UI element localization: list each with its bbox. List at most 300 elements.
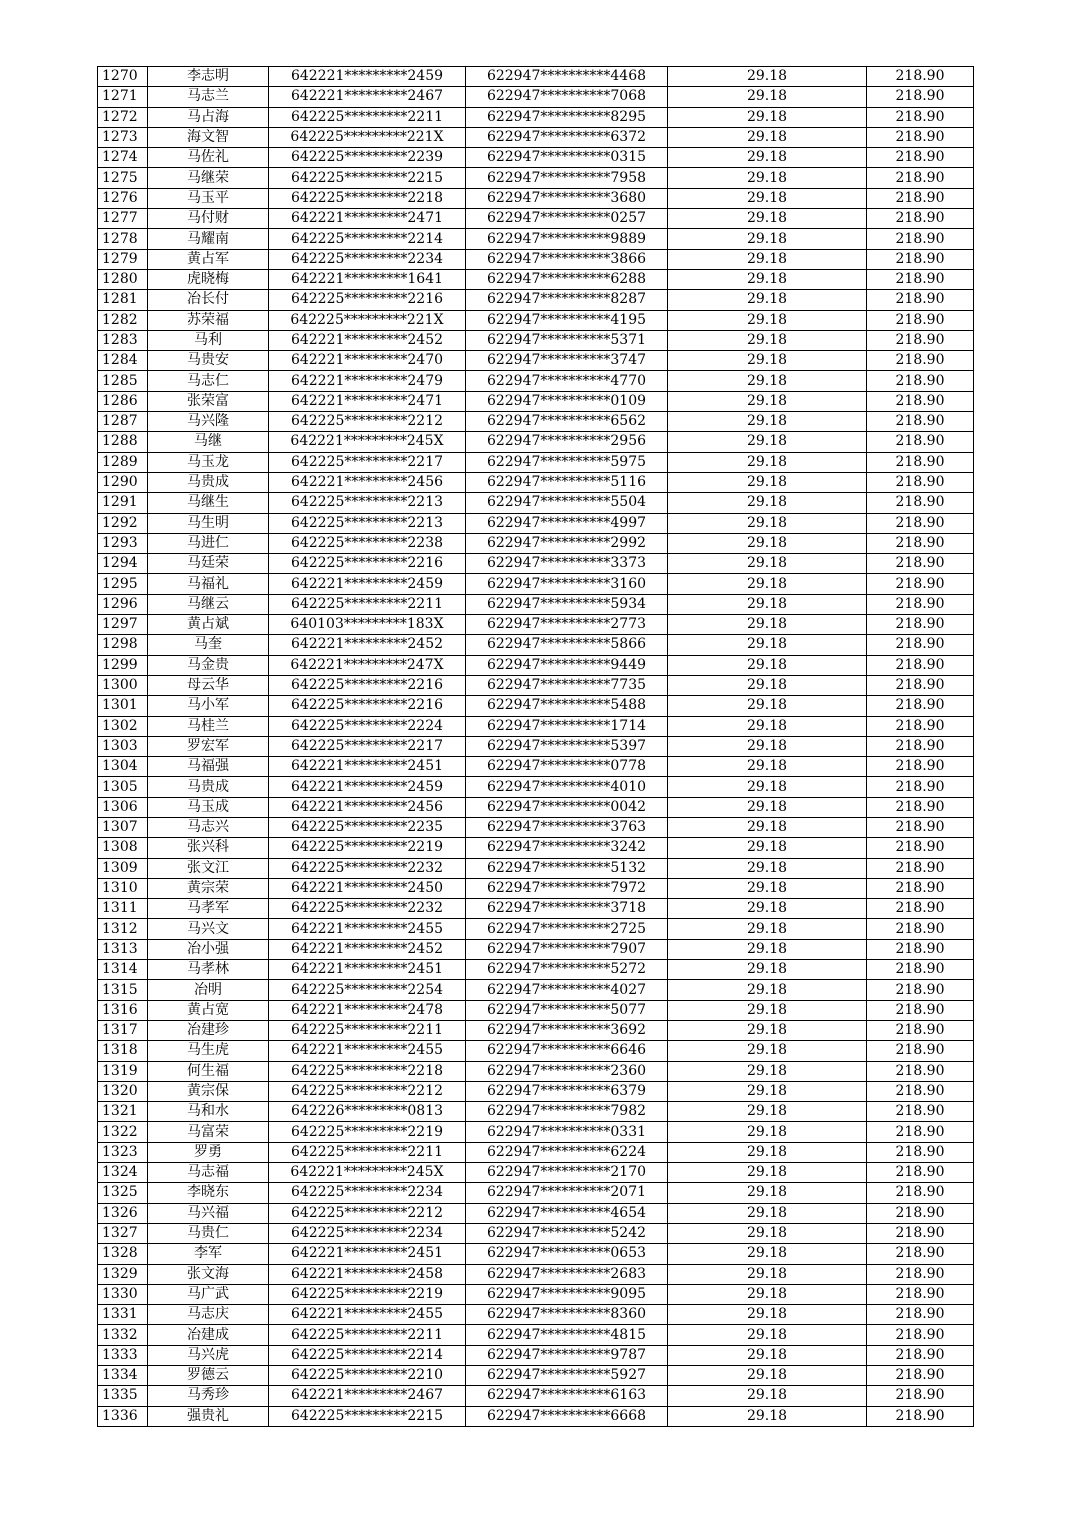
value-cell: 29.18 — [668, 1223, 867, 1243]
row-number-cell: 1293 — [98, 533, 148, 553]
row-number-cell: 1330 — [98, 1284, 148, 1304]
table-row — [98, 797, 974, 817]
value-cell: 29.18 — [668, 757, 867, 777]
account-number-cell: 622947**********4654 — [466, 1203, 668, 1223]
row-number-cell: 1332 — [98, 1325, 148, 1345]
name-cell: 虎晓梅 — [148, 269, 269, 289]
row-number-cell: 1272 — [98, 107, 148, 127]
value-cell: 29.18 — [668, 1284, 867, 1304]
amount-cell: 218.90 — [867, 980, 974, 1000]
table-row — [98, 1264, 974, 1284]
amount-cell: 218.90 — [867, 574, 974, 594]
value-cell: 29.18 — [668, 1183, 867, 1203]
id-number-cell: 642225*********2211 — [269, 1020, 466, 1040]
value-cell: 29.18 — [668, 1264, 867, 1284]
id-number-cell: 642225*********2214 — [269, 1345, 466, 1365]
account-number-cell: 622947**********4027 — [466, 980, 668, 1000]
table-row — [98, 229, 974, 249]
account-number-cell: 622947**********7982 — [466, 1102, 668, 1122]
id-number-cell: 642225*********2215 — [269, 1406, 466, 1426]
id-number-cell: 642225*********2211 — [269, 1325, 466, 1345]
row-number-cell: 1311 — [98, 899, 148, 919]
value-cell: 29.18 — [668, 655, 867, 675]
amount-cell: 218.90 — [867, 1142, 974, 1162]
amount-cell: 218.90 — [867, 1163, 974, 1183]
name-cell: 冶建珍 — [148, 1020, 269, 1040]
amount-cell: 218.90 — [867, 310, 974, 330]
name-cell: 马富荣 — [148, 1122, 269, 1142]
name-cell: 马和水 — [148, 1102, 269, 1122]
table-row — [98, 919, 974, 939]
name-cell: 张兴科 — [148, 838, 269, 858]
name-cell: 马生明 — [148, 513, 269, 533]
account-number-cell: 622947**********9449 — [466, 655, 668, 675]
id-number-cell: 640103*********183X — [269, 615, 466, 635]
name-cell: 马贵成 — [148, 472, 269, 492]
amount-cell: 218.90 — [867, 391, 974, 411]
table-row — [98, 1406, 974, 1426]
amount-cell: 218.90 — [867, 1366, 974, 1386]
amount-cell: 218.90 — [867, 1386, 974, 1406]
name-cell: 马占海 — [148, 107, 269, 127]
value-cell: 29.18 — [668, 1122, 867, 1142]
name-cell: 马玉成 — [148, 797, 269, 817]
account-number-cell: 622947**********3692 — [466, 1020, 668, 1040]
value-cell: 29.18 — [668, 1000, 867, 1020]
amount-cell: 218.90 — [867, 838, 974, 858]
table-body — [98, 67, 974, 1427]
id-number-cell: 642225*********2234 — [269, 1183, 466, 1203]
id-number-cell: 642225*********221X — [269, 127, 466, 147]
name-cell: 马兴文 — [148, 919, 269, 939]
value-cell: 29.18 — [668, 351, 867, 371]
value-cell: 29.18 — [668, 777, 867, 797]
id-number-cell: 642225*********2213 — [269, 513, 466, 533]
account-number-cell: 622947**********0331 — [466, 1122, 668, 1142]
value-cell: 29.18 — [668, 493, 867, 513]
account-number-cell: 622947**********4010 — [466, 777, 668, 797]
row-number-cell: 1275 — [98, 168, 148, 188]
name-cell: 马兴虎 — [148, 1345, 269, 1365]
amount-cell: 218.90 — [867, 696, 974, 716]
row-number-cell: 1308 — [98, 838, 148, 858]
value-cell: 29.18 — [668, 432, 867, 452]
row-number-cell: 1303 — [98, 736, 148, 756]
row-number-cell: 1295 — [98, 574, 148, 594]
value-cell: 29.18 — [668, 1041, 867, 1061]
amount-cell: 218.90 — [867, 1406, 974, 1426]
row-number-cell: 1288 — [98, 432, 148, 452]
table-row — [98, 1163, 974, 1183]
table-row — [98, 615, 974, 635]
id-number-cell: 642225*********221X — [269, 310, 466, 330]
name-cell: 李军 — [148, 1244, 269, 1264]
name-cell: 冶明 — [148, 980, 269, 1000]
table-row — [98, 209, 974, 229]
value-cell: 29.18 — [668, 87, 867, 107]
row-number-cell: 1312 — [98, 919, 148, 939]
row-number-cell: 1316 — [98, 1000, 148, 1020]
row-number-cell: 1289 — [98, 452, 148, 472]
account-number-cell: 622947**********2071 — [466, 1183, 668, 1203]
row-number-cell: 1276 — [98, 188, 148, 208]
amount-cell: 218.90 — [867, 858, 974, 878]
table-row — [98, 188, 974, 208]
account-number-cell: 622947**********5116 — [466, 472, 668, 492]
account-number-cell: 622947**********5927 — [466, 1366, 668, 1386]
table-row — [98, 838, 974, 858]
amount-cell: 218.90 — [867, 1081, 974, 1101]
value-cell: 29.18 — [668, 960, 867, 980]
name-cell: 马福强 — [148, 757, 269, 777]
value-cell: 29.18 — [668, 168, 867, 188]
amount-cell: 218.90 — [867, 899, 974, 919]
account-number-cell: 622947**********2956 — [466, 432, 668, 452]
amount-cell: 218.90 — [867, 1223, 974, 1243]
name-cell: 黄宗荣 — [148, 878, 269, 898]
amount-cell: 218.90 — [867, 67, 974, 87]
row-number-cell: 1277 — [98, 209, 148, 229]
row-number-cell: 1270 — [98, 67, 148, 87]
row-number-cell: 1309 — [98, 858, 148, 878]
amount-cell: 218.90 — [867, 412, 974, 432]
name-cell: 马付财 — [148, 209, 269, 229]
name-cell: 马志庆 — [148, 1305, 269, 1325]
name-cell: 张文海 — [148, 1264, 269, 1284]
value-cell: 29.18 — [668, 249, 867, 269]
name-cell: 马兴福 — [148, 1203, 269, 1223]
amount-cell: 218.90 — [867, 655, 974, 675]
amount-cell: 218.90 — [867, 209, 974, 229]
amount-cell: 218.90 — [867, 716, 974, 736]
table-row — [98, 1203, 974, 1223]
name-cell: 何生福 — [148, 1061, 269, 1081]
id-number-cell: 642225*********2219 — [269, 838, 466, 858]
row-number-cell: 1292 — [98, 513, 148, 533]
amount-cell: 218.90 — [867, 615, 974, 635]
table-row — [98, 310, 974, 330]
id-number-cell: 642221*********245X — [269, 1163, 466, 1183]
value-cell: 29.18 — [668, 939, 867, 959]
row-number-cell: 1287 — [98, 412, 148, 432]
name-cell: 马志兰 — [148, 87, 269, 107]
value-cell: 29.18 — [668, 1386, 867, 1406]
name-cell: 黄占斌 — [148, 615, 269, 635]
table-row — [98, 980, 974, 1000]
table-row — [98, 1223, 974, 1243]
name-cell: 冶建成 — [148, 1325, 269, 1345]
value-cell: 29.18 — [668, 716, 867, 736]
table-row — [98, 1081, 974, 1101]
amount-cell: 218.90 — [867, 168, 974, 188]
name-cell: 马兴隆 — [148, 412, 269, 432]
row-number-cell: 1304 — [98, 757, 148, 777]
id-number-cell: 642225*********2224 — [269, 716, 466, 736]
value-cell: 29.18 — [668, 290, 867, 310]
name-cell: 李志明 — [148, 67, 269, 87]
account-number-cell: 622947**********3160 — [466, 574, 668, 594]
value-cell: 29.18 — [668, 452, 867, 472]
row-number-cell: 1319 — [98, 1061, 148, 1081]
id-number-cell: 642221*********2479 — [269, 371, 466, 391]
table-row — [98, 290, 974, 310]
account-number-cell: 622947**********6372 — [466, 127, 668, 147]
table-row — [98, 1020, 974, 1040]
id-number-cell: 642225*********2211 — [269, 594, 466, 614]
value-cell: 29.18 — [668, 817, 867, 837]
value-cell: 29.18 — [668, 1345, 867, 1365]
table-row — [98, 513, 974, 533]
id-number-cell: 642225*********2235 — [269, 817, 466, 837]
account-number-cell: 622947**********9787 — [466, 1345, 668, 1365]
row-number-cell: 1321 — [98, 1102, 148, 1122]
row-number-cell: 1334 — [98, 1366, 148, 1386]
name-cell: 罗宏军 — [148, 736, 269, 756]
data-table — [97, 66, 974, 1427]
id-number-cell: 642225*********2219 — [269, 1122, 466, 1142]
account-number-cell: 622947**********5371 — [466, 330, 668, 350]
account-number-cell: 622947**********4468 — [466, 67, 668, 87]
row-number-cell: 1325 — [98, 1183, 148, 1203]
amount-cell: 218.90 — [867, 148, 974, 168]
id-number-cell: 642225*********2212 — [269, 1081, 466, 1101]
account-number-cell: 622947**********6668 — [466, 1406, 668, 1426]
value-cell: 29.18 — [668, 1325, 867, 1345]
table-row — [98, 554, 974, 574]
account-number-cell: 622947**********2992 — [466, 533, 668, 553]
table-row — [98, 736, 974, 756]
row-number-cell: 1324 — [98, 1163, 148, 1183]
account-number-cell: 622947**********3680 — [466, 188, 668, 208]
table-row — [98, 87, 974, 107]
amount-cell: 218.90 — [867, 1122, 974, 1142]
table-row — [98, 1325, 974, 1345]
amount-cell: 218.90 — [867, 432, 974, 452]
name-cell: 黄占宽 — [148, 1000, 269, 1020]
table-row — [98, 391, 974, 411]
value-cell: 29.18 — [668, 554, 867, 574]
name-cell: 马玉平 — [148, 188, 269, 208]
name-cell: 冶小强 — [148, 939, 269, 959]
amount-cell: 218.90 — [867, 757, 974, 777]
row-number-cell: 1314 — [98, 960, 148, 980]
row-number-cell: 1298 — [98, 635, 148, 655]
value-cell: 29.18 — [668, 899, 867, 919]
row-number-cell: 1327 — [98, 1223, 148, 1243]
account-number-cell: 622947**********0109 — [466, 391, 668, 411]
row-number-cell: 1306 — [98, 797, 148, 817]
name-cell: 马贵成 — [148, 777, 269, 797]
value-cell: 29.18 — [668, 1020, 867, 1040]
table-row — [98, 107, 974, 127]
amount-cell: 218.90 — [867, 371, 974, 391]
account-number-cell: 622947**********6288 — [466, 269, 668, 289]
table-row — [98, 1183, 974, 1203]
id-number-cell: 642221*********245X — [269, 432, 466, 452]
id-number-cell: 642221*********2452 — [269, 939, 466, 959]
table-row — [98, 899, 974, 919]
id-number-cell: 642225*********2211 — [269, 1142, 466, 1162]
id-number-cell: 642225*********2232 — [269, 899, 466, 919]
row-number-cell: 1282 — [98, 310, 148, 330]
account-number-cell: 622947**********3866 — [466, 249, 668, 269]
row-number-cell: 1296 — [98, 594, 148, 614]
table-row — [98, 249, 974, 269]
name-cell: 马玉龙 — [148, 452, 269, 472]
account-number-cell: 622947**********8295 — [466, 107, 668, 127]
id-number-cell: 642221*********2451 — [269, 757, 466, 777]
name-cell: 马孝军 — [148, 899, 269, 919]
table-row — [98, 1284, 974, 1304]
row-number-cell: 1280 — [98, 269, 148, 289]
table-row — [98, 1345, 974, 1365]
account-number-cell: 622947**********7958 — [466, 168, 668, 188]
row-number-cell: 1323 — [98, 1142, 148, 1162]
amount-cell: 218.90 — [867, 675, 974, 695]
id-number-cell: 642221*********247X — [269, 655, 466, 675]
amount-cell: 218.90 — [867, 777, 974, 797]
amount-cell: 218.90 — [867, 736, 974, 756]
name-cell: 马志仁 — [148, 371, 269, 391]
row-number-cell: 1284 — [98, 351, 148, 371]
amount-cell: 218.90 — [867, 1203, 974, 1223]
table-row — [98, 1305, 974, 1325]
id-number-cell: 642225*********2217 — [269, 452, 466, 472]
table-row — [98, 858, 974, 878]
account-number-cell: 622947**********6163 — [466, 1386, 668, 1406]
row-number-cell: 1278 — [98, 229, 148, 249]
amount-cell: 218.90 — [867, 960, 974, 980]
value-cell: 29.18 — [668, 371, 867, 391]
amount-cell: 218.90 — [867, 188, 974, 208]
row-number-cell: 1322 — [98, 1122, 148, 1142]
id-number-cell: 642225*********2234 — [269, 249, 466, 269]
amount-cell: 218.90 — [867, 1020, 974, 1040]
id-number-cell: 642225*********2216 — [269, 554, 466, 574]
id-number-cell: 642221*********2467 — [269, 87, 466, 107]
table-row — [98, 696, 974, 716]
table-row — [98, 452, 974, 472]
table-row — [98, 1142, 974, 1162]
id-number-cell: 642225*********2213 — [269, 493, 466, 513]
account-number-cell: 622947**********6224 — [466, 1142, 668, 1162]
account-number-cell: 622947**********8287 — [466, 290, 668, 310]
value-cell: 29.18 — [668, 594, 867, 614]
account-number-cell: 622947**********7907 — [466, 939, 668, 959]
account-number-cell: 622947**********3763 — [466, 817, 668, 837]
name-cell: 苏荣福 — [148, 310, 269, 330]
id-number-cell: 642221*********2470 — [269, 351, 466, 371]
value-cell: 29.18 — [668, 391, 867, 411]
amount-cell: 218.90 — [867, 919, 974, 939]
name-cell: 马秀珍 — [148, 1386, 269, 1406]
account-number-cell: 622947**********6379 — [466, 1081, 668, 1101]
table-row — [98, 675, 974, 695]
value-cell: 29.18 — [668, 919, 867, 939]
name-cell: 母云华 — [148, 675, 269, 695]
value-cell: 29.18 — [668, 574, 867, 594]
id-number-cell: 642221*********2478 — [269, 1000, 466, 1020]
value-cell: 29.18 — [668, 1366, 867, 1386]
name-cell: 马广武 — [148, 1284, 269, 1304]
account-number-cell: 622947**********5975 — [466, 452, 668, 472]
account-number-cell: 622947**********4195 — [466, 310, 668, 330]
account-number-cell: 622947**********6646 — [466, 1041, 668, 1061]
id-number-cell: 642221*********2455 — [269, 1041, 466, 1061]
table-row — [98, 168, 974, 188]
id-number-cell: 642221*********1641 — [269, 269, 466, 289]
account-number-cell: 622947**********0315 — [466, 148, 668, 168]
row-number-cell: 1290 — [98, 472, 148, 492]
amount-cell: 218.90 — [867, 817, 974, 837]
name-cell: 马继荣 — [148, 168, 269, 188]
id-number-cell: 642225*********2232 — [269, 858, 466, 878]
row-number-cell: 1307 — [98, 817, 148, 837]
account-number-cell: 622947**********3718 — [466, 899, 668, 919]
table-row — [98, 127, 974, 147]
name-cell: 马桂兰 — [148, 716, 269, 736]
value-cell: 29.18 — [668, 838, 867, 858]
id-number-cell: 642221*********2455 — [269, 919, 466, 939]
table-row — [98, 1102, 974, 1122]
id-number-cell: 642221*********2452 — [269, 330, 466, 350]
amount-cell: 218.90 — [867, 533, 974, 553]
amount-cell: 218.90 — [867, 1264, 974, 1284]
account-number-cell: 622947**********3373 — [466, 554, 668, 574]
table-row — [98, 1122, 974, 1142]
id-number-cell: 642225*********2216 — [269, 696, 466, 716]
value-cell: 29.18 — [668, 980, 867, 1000]
table-row — [98, 817, 974, 837]
value-cell: 29.18 — [668, 1142, 867, 1162]
account-number-cell: 622947**********2360 — [466, 1061, 668, 1081]
account-number-cell: 622947**********5934 — [466, 594, 668, 614]
id-number-cell: 642225*********2218 — [269, 188, 466, 208]
account-number-cell: 622947**********1714 — [466, 716, 668, 736]
id-number-cell: 642221*********2456 — [269, 472, 466, 492]
account-number-cell: 622947**********9889 — [466, 229, 668, 249]
value-cell: 29.18 — [668, 209, 867, 229]
row-number-cell: 1274 — [98, 148, 148, 168]
row-number-cell: 1299 — [98, 655, 148, 675]
table-row — [98, 1244, 974, 1264]
id-number-cell: 642221*********2451 — [269, 1244, 466, 1264]
row-number-cell: 1326 — [98, 1203, 148, 1223]
id-number-cell: 642225*********2218 — [269, 1061, 466, 1081]
account-number-cell: 622947**********5132 — [466, 858, 668, 878]
amount-cell: 218.90 — [867, 1000, 974, 1020]
value-cell: 29.18 — [668, 513, 867, 533]
amount-cell: 218.90 — [867, 878, 974, 898]
value-cell: 29.18 — [668, 736, 867, 756]
amount-cell: 218.90 — [867, 107, 974, 127]
amount-cell: 218.90 — [867, 1183, 974, 1203]
row-number-cell: 1305 — [98, 777, 148, 797]
account-number-cell: 622947**********4770 — [466, 371, 668, 391]
id-number-cell: 642225*********2215 — [269, 168, 466, 188]
name-cell: 马继生 — [148, 493, 269, 513]
amount-cell: 218.90 — [867, 1102, 974, 1122]
id-number-cell: 642225*********2211 — [269, 107, 466, 127]
account-number-cell: 622947**********2725 — [466, 919, 668, 939]
name-cell: 强贵礼 — [148, 1406, 269, 1426]
account-number-cell: 622947**********0653 — [466, 1244, 668, 1264]
table-row — [98, 1041, 974, 1061]
account-number-cell: 622947**********2773 — [466, 615, 668, 635]
amount-cell: 218.90 — [867, 249, 974, 269]
row-number-cell: 1294 — [98, 554, 148, 574]
row-number-cell: 1310 — [98, 878, 148, 898]
